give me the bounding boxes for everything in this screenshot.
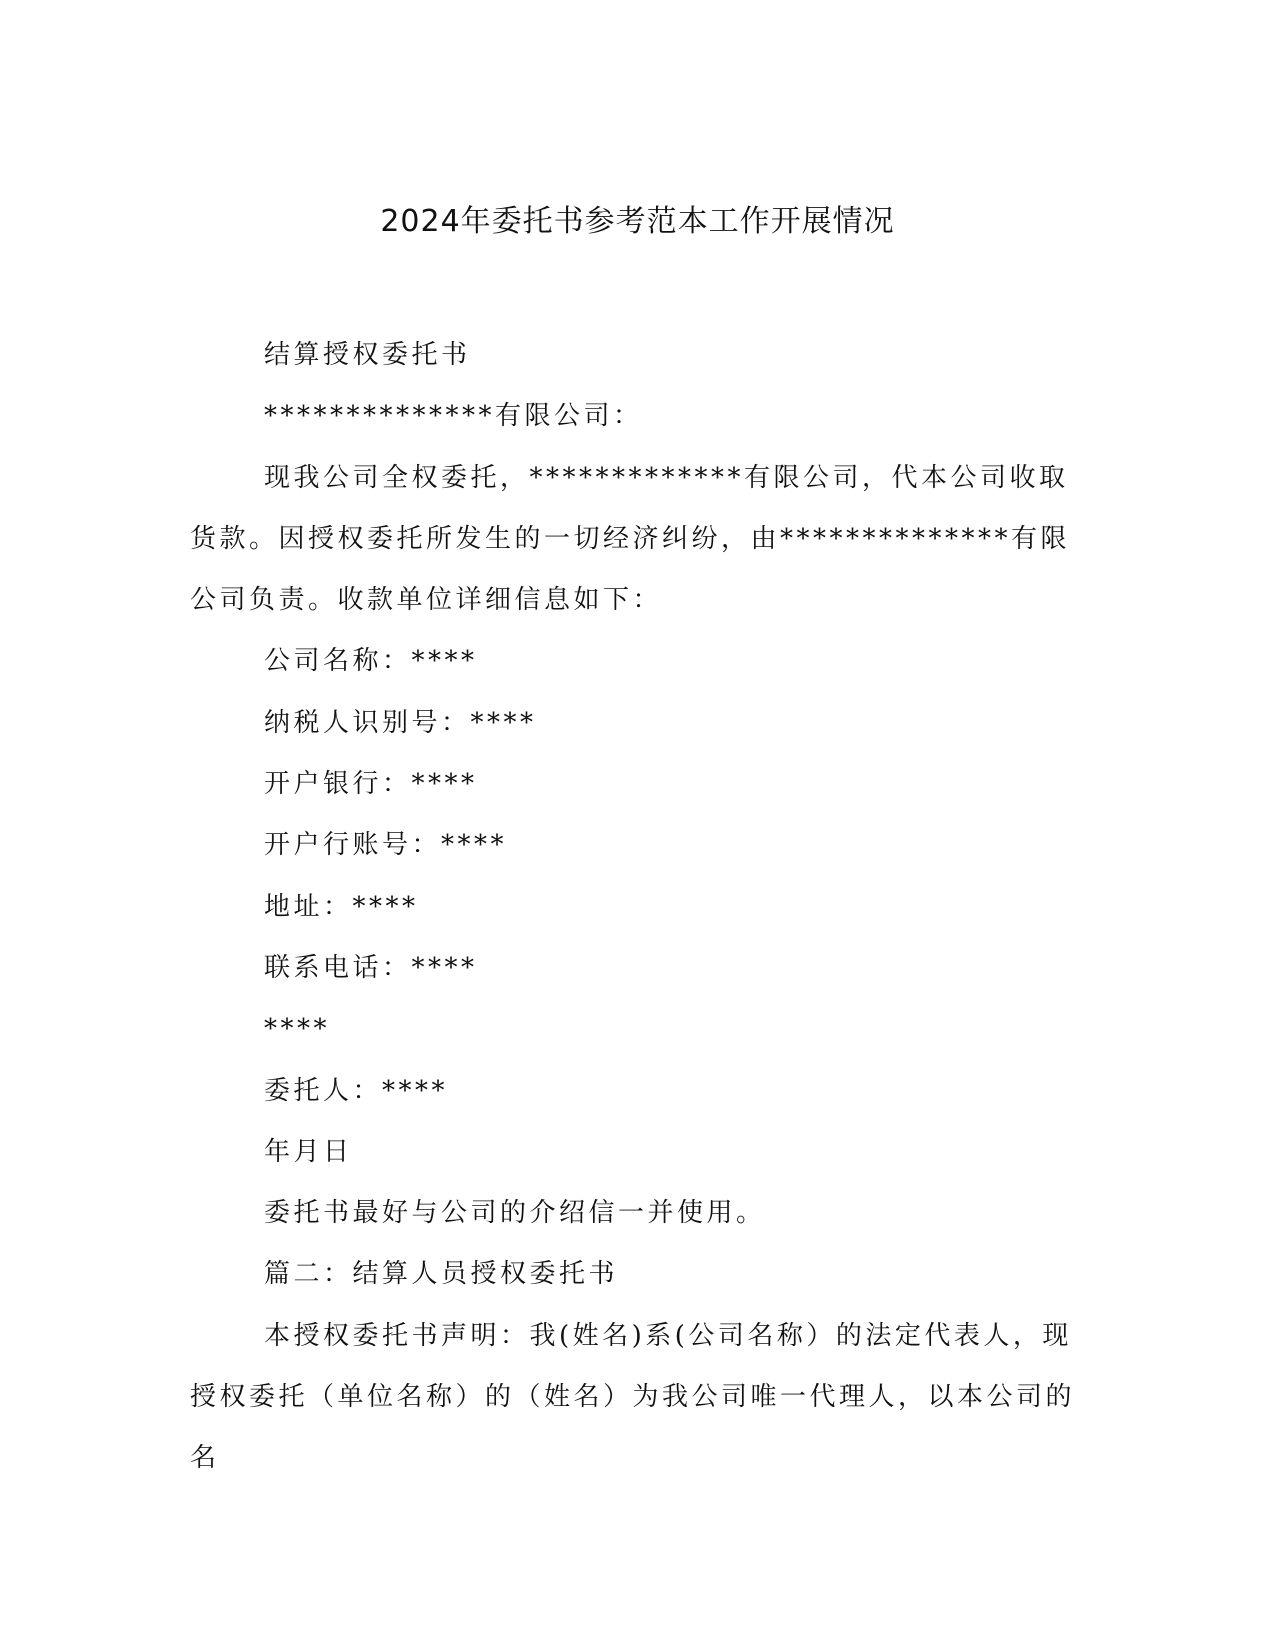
taxpayer-id-line: 纳税人识别号：**** [264, 707, 537, 738]
account-number-line: 开户行账号：**** [264, 830, 508, 861]
document-body [190, 325, 1080, 1490]
phone-line: 联系电话：**** [264, 952, 478, 983]
bank-line: 开户银行：**** [264, 769, 478, 800]
addressee-line: **************有限公司： [264, 401, 643, 432]
placeholder-line: **** [264, 1014, 330, 1045]
document-title: 2024年委托书参考范本工作开展情况 [380, 204, 895, 239]
heading-settlement-authorization: 结算授权委托书 [264, 340, 471, 370]
section-two-heading: 篇二：结算人员授权委托书 [264, 1259, 619, 1290]
usage-note: 委托书最好与公司的介绍信一并使用。 [264, 1198, 766, 1229]
declaration-paragraph: 本授权委托书声明：我(姓名)系(公司名称）的法定代表人，现授权委托（单位名称）的（姓名）为我公司唯一代理人，以本公司的名 [190, 1320, 1076, 1474]
address-line: 地址：**** [264, 891, 419, 922]
authorization-paragraph: 现我公司全权委托，*************有限公司，代本公司收取货款。因授权委托所发生的一切经济纠纷，由**************有限公司负责。收款单位详细信息如下： [190, 462, 1071, 616]
company-name-line: 公司名称：**** [264, 646, 478, 677]
principal-line: 委托人：**** [264, 1075, 449, 1106]
date-line: 年月日 [264, 1136, 353, 1167]
